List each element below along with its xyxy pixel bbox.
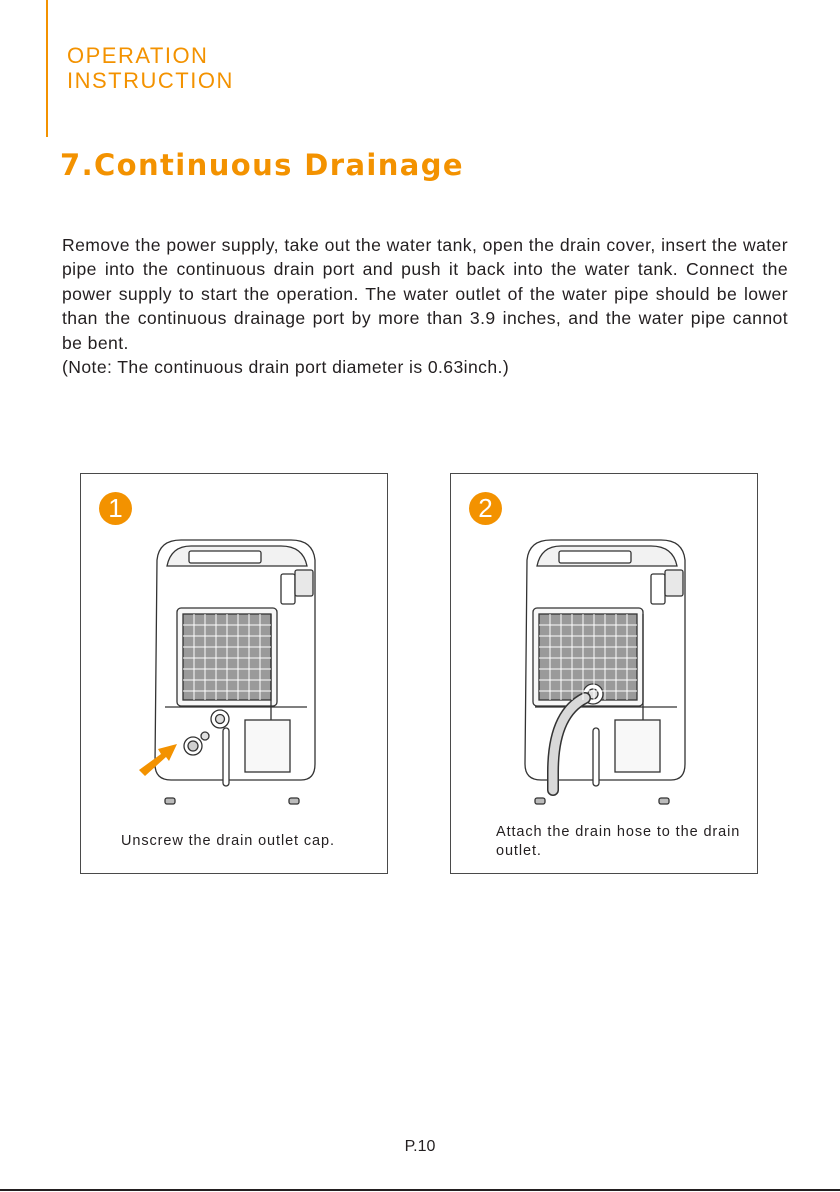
step-1-caption: Unscrew the drain outlet cap. (121, 833, 335, 849)
dehumidifier-drain-hose-illustration (501, 502, 721, 822)
dehumidifier-drain-cap-illustration (131, 502, 351, 822)
section-title: 7.Continuous Drainage (60, 148, 464, 182)
header-accent-rule (46, 0, 48, 137)
instruction-body (62, 233, 788, 379)
page-number: P.10 (404, 1138, 436, 1155)
step-2-badge: 2 (469, 492, 502, 525)
step-2-caption: Attach the drain hose to the drain outlet. (496, 824, 741, 859)
instruction-paragraph: Remove the power supply, take out the water tank, open the drain cover, insert the water pipe into the continuous drain port and push it back into the water tank. Connect the power supply to start the operation. The water outlet of the water pipe should be lower than the continuous drainage port by more than 3.9 inches, and the water pipe cannot be bent. (62, 235, 788, 353)
footer-rule (0, 1189, 840, 1191)
document-header (67, 43, 234, 93)
instruction-note: (Note: The continuous drain port diameter is 0.63inch.) (62, 357, 510, 378)
step-2-panel (450, 473, 758, 874)
header-line-1: OPERATION (67, 43, 209, 68)
header-line-2: INSTRUCTION (67, 68, 234, 93)
step-1-panel (80, 473, 388, 874)
step-1-badge: 1 (99, 492, 132, 525)
